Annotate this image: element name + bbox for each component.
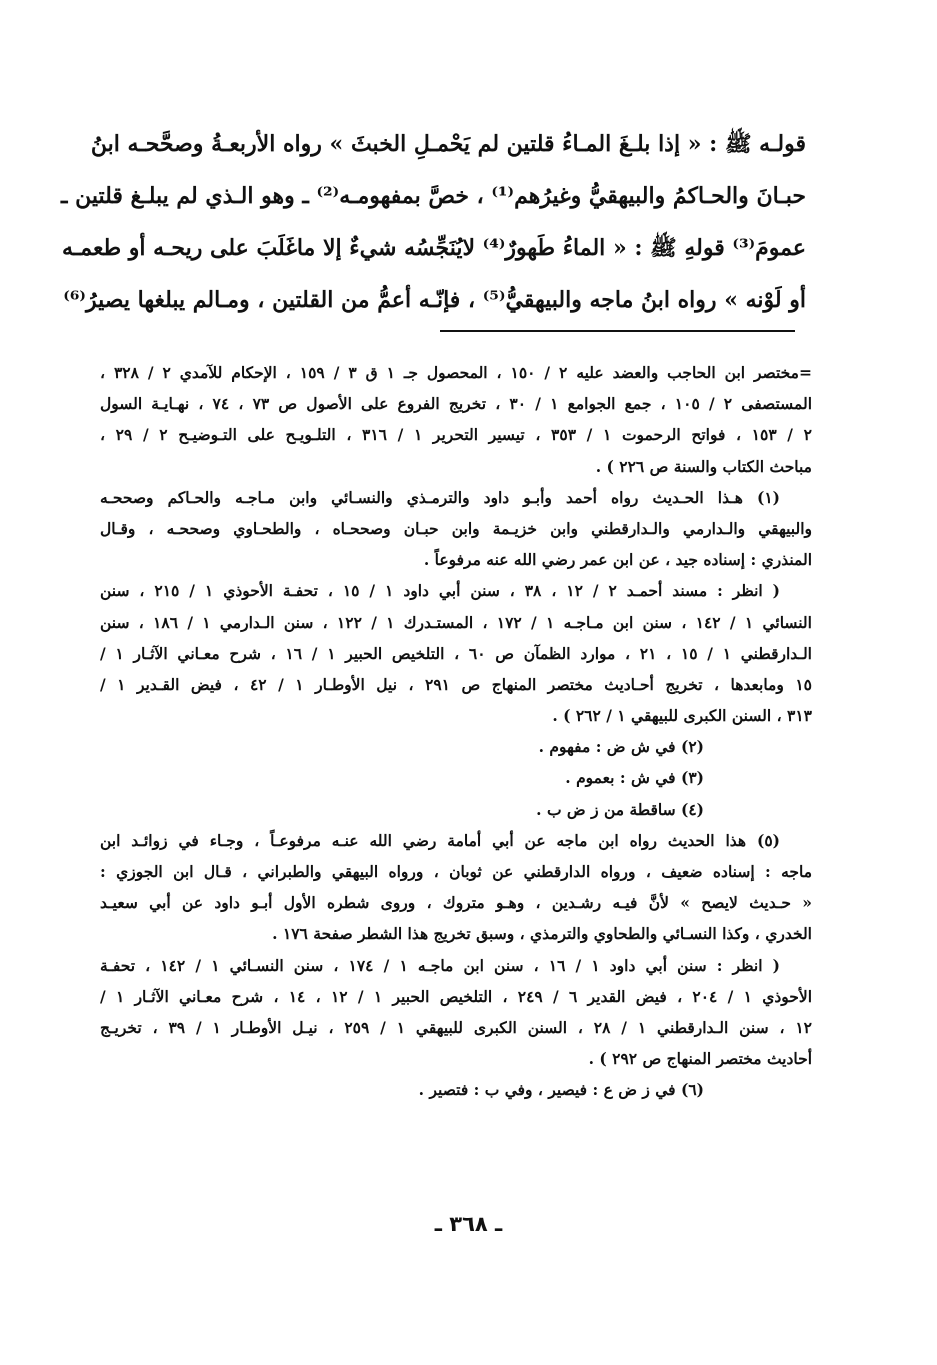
footnote-line: « حـديث لايصح » لأنَّ فيـه رشـدين ، وهـو متروك ، وروى شطره الأول أبـو داود عن أبي سعيـد: [100, 893, 812, 913]
footnote-line: =مختصر ابن الحاجب والعضد عليه ٢ / ١٥٠ ، المحصول جـ ١ ق ٣ / ١٥٩ ، الإحكام للآمدي ٢ / ٣٢٨ ،: [100, 363, 812, 382]
footnote-line: والبيهقي والـدارمي والـدارقطني وابن خزيـمة وابن حبـان وصححـاه ، والطحـاوي وصححـه ، وقـال: [100, 518, 812, 538]
footnote-line: ٢ / ١٥٣ ، فواتح الرحموت ١ / ٣٥٣ ، تيسير التحرير ١ / ٣١٦ ، التلـويـح على التـوضيـح ٢ / ٢٩ ،: [100, 425, 812, 445]
footnotes: [100, 357, 812, 1106]
main-text-line: عمومَ⁽³⁾ قولهِ ﷺ : « الماءُ طَهورٌ⁽⁴⁾ لايُنَجِّسُه شيءٌ إلا ماغَلَبَ على ريحـه أو طعمـه: [62, 235, 806, 261]
footnote-line: (٤) ساقطة من ز ض ب .: [536, 799, 704, 819]
footnote-line: ١٥ ومابعدها ، تخريج أحـاديث مختصر المنهاج ص ٢٩١ ، نيل الأوطـار ١ / ٤٢ ، فيض القـدير ١ /: [100, 674, 812, 694]
main-text-line: حبـانَ والحـاكمُ والبيهقيُّ وغيرُهم⁽¹⁾ ، خصَّ بمفهومـه⁽²⁾ ـ وهو الـذي لم يبلـغ قلتين ـ: [60, 183, 806, 209]
footnote-line: المستصفى ٢ / ١٠٥ ، جمع الجوامع ١ / ٣٠ ، تخريج الفروع على الأصول ص ٧٣ ، ٧٤ ، نهـايـة السول: [100, 394, 812, 414]
footnote-line: ٣١٣ ، السنن الكبرى للبيهقي ١ / ٢٦٢ ) .: [552, 706, 812, 726]
footnote-line: المنذري : إسناده جيد ، عن ابن عمر رضي الله عنه مرفوعاً .: [423, 550, 812, 570]
footnote-line: الخدري ، وكذا النسـائي والطحاوي والترمذي ، وسبق تخريج هذا الشطر صفحة ١٧٦ .: [272, 924, 812, 944]
footnote-separator: [440, 330, 795, 332]
footnote-line: ( انظر : سنن أبي داود ١ / ١٦ ، سنن ابن ماجـه ١ / ١٧٤ ، سنن النسـائي ١ / ١٤٢ ، تحفـة: [100, 955, 780, 975]
footnote-line: (٥) هذا الحديث رواه ابن ماجه عن أبي أمامة رضي الله عنـه مرفوعـاً ، وجـاء في زوائـد ابن: [100, 830, 780, 850]
footnote-line: (١) هـذا الحـديث رواه أحمد وأبـو داود والترمـذي والنسـائي وابن مـاجـه والحـاكم وصححـه: [100, 487, 780, 507]
footnote-line: الـدارقطني ١ / ١٥ ، ٢١ ، موارد الظمآن ص ٦٠ ، التلخيص الحبير ١ / ١٦ ، شرح معـاني الآثـار ١ /: [100, 643, 812, 663]
footnote-line: ( انظر : مسند أحمـد ٢ / ١٢ ، ٣٨ ، سنن أبي داود ١ / ١٥ ، تحفـة الأحوذي ١ / ٢١٥ ، سنن: [100, 581, 780, 601]
footnote-line: مباحث الكتاب والسنة ص ٢٢٦ ) .: [595, 456, 812, 476]
footnote-line: ماجه : إسناده ضعيف ، ورواه الدارقطني عن ثوبان ، ورواه البيهقي والطبراني ، قـال ابن الجوزي :: [100, 862, 812, 881]
page-number: ـ ٣٦٨ ـ: [434, 1212, 503, 1236]
footnote-line: (٦) في ز ض ع : فيصير ، وفي ب : فتصير .: [418, 1080, 704, 1100]
main-text: [60, 118, 806, 326]
main-text-line: قولـه ﷺ : « إذا بلـغَ المـاءُ قلتين لم يَحْمـلِ الخبثَ » رواه الأربعـةُ وصحَّحـه ابنُ: [90, 131, 806, 157]
main-text-line: أو لَوْنه » رواه ابنُ ماجه والبيهقيُّ⁽⁵⁾ ، فإنّـه أعمُّ من القلتين ، ومـالم يبلغها يصيرُ⁽⁶⁾: [63, 287, 806, 313]
footnote-line: الأحوذي ١ / ٢٠٤ ، فيض القدير ٦ / ٢٤٩ ، التلخيص الحبير ١ / ١٢ ، ١٤ ، شرح معـاني الآثـار ١ /: [100, 986, 813, 1006]
footnote-line: أحاديث مختصر المنهاج ص ٢٩٢ ) .: [588, 1049, 812, 1069]
footnote-line: النسائي ١ / ١٤٢ ، سنن ابن مـاجـه ١ / ١٧٢ ، المستـدرك ١ / ١٢٢ ، سنن الـدارمي ١ / ١٨٦ ، سنن: [100, 612, 812, 632]
footnote-line: (٢) في ش ض : مفهوم .: [538, 737, 704, 757]
footnote-line: (٣) في ش : بعموم .: [565, 768, 704, 788]
footnote-line: ١٢ ، سنن الـدارقطني ١ / ٢٨ ، السنن الكبرى للبيهقي ١ / ٢٥٩ ، نيـل الأوطـار ١ / ٣٩ ، تخريـج: [100, 1017, 812, 1037]
